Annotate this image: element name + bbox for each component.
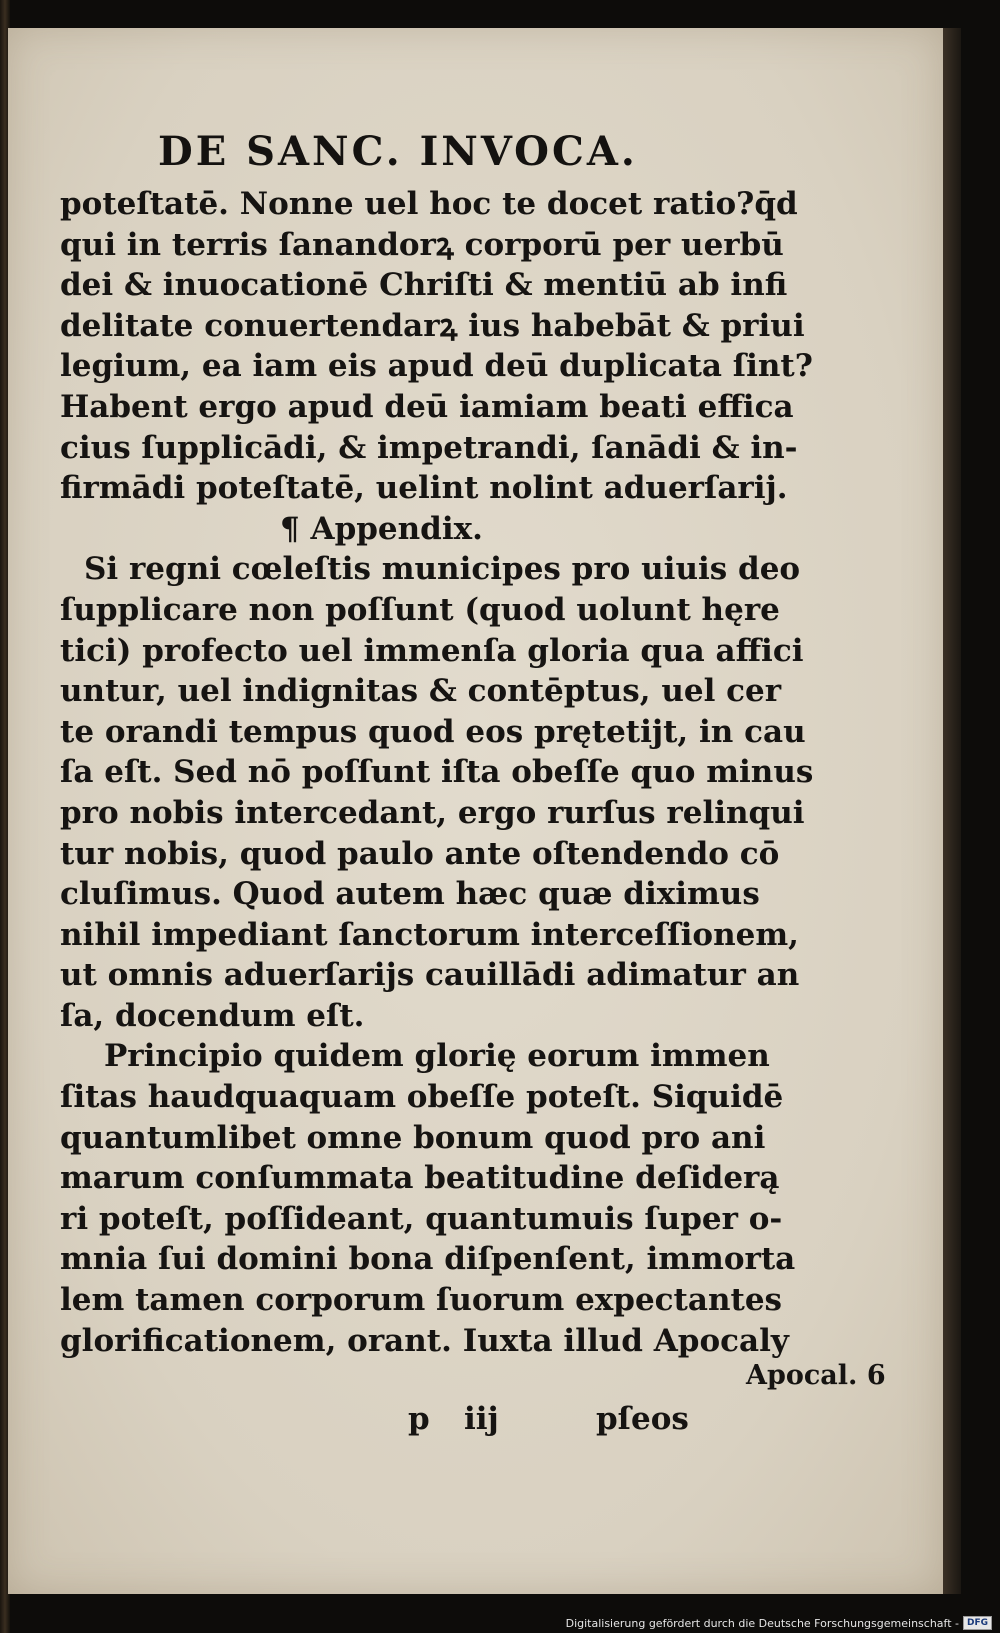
running-head: DE SANC. INVOCA. xyxy=(158,128,638,175)
text-line: delitate conuertendarꝝ ius habebāt & priui xyxy=(60,307,805,344)
body-text xyxy=(60,184,814,1361)
text-line: untur, uel indignitas & contēptus, uel cer xyxy=(60,673,782,710)
text-line: lem tamen corporum ſuorum expectantes xyxy=(60,1282,782,1319)
text-line: te orandi tempus quod eos prętetijt, in cau xyxy=(60,713,806,750)
text-line: ſupplicare non poſſunt (quod uolunt hęre xyxy=(60,591,780,628)
text-line: nihil impediant ſanctorum interceſſionem, xyxy=(60,916,799,953)
text-line: Habent ergo apud deū iamiam beati effica xyxy=(60,388,794,425)
text-line: poteſtatē. Nonne uel hoc te docet ratio?q̄d xyxy=(60,186,798,222)
text-line: ſa eſt. Sed nō poſſunt iſta obeſſe quo minus xyxy=(60,754,814,791)
text-line: tur nobis, quod paulo ante oſtendendo cō xyxy=(60,835,780,872)
text-line: marum conſummata beatitudine deſiderą xyxy=(60,1160,780,1197)
text-line: qui in terris ſanandorꝝ corporū per uerbū xyxy=(60,226,784,263)
text-line: glorificationem, orant. Iuxta illud Apocaly xyxy=(60,1322,789,1359)
signature-mark: p xyxy=(408,1401,430,1437)
book-page xyxy=(8,28,946,1594)
text-line: ſitas haudquaquam obeſſe poteſt. Siquidē xyxy=(60,1079,784,1116)
text-line: Principio quidem glorię eorum immen xyxy=(104,1038,770,1075)
text-line: firmādi poteſtatē, uelint nolint aduerſarij. xyxy=(60,470,788,507)
text-line: cius ſupplicādi, & impetrandi, ſanādi & in- xyxy=(60,429,798,466)
text-line: ¶ Appendix. xyxy=(280,510,483,547)
margin-note: Apocal. 6 xyxy=(746,1360,886,1391)
text-line: legium, ea iam eis apud deū duplicata ſint? xyxy=(60,348,813,385)
footer-credit xyxy=(566,1616,992,1630)
text-line: quantumlibet omne bonum quod pro ani xyxy=(60,1119,766,1156)
text-line: mnia ſui domini bona diſpenſent, immorta xyxy=(60,1241,796,1278)
text-line: ut omnis aduerſarijs cauillādi adimatur an xyxy=(60,957,800,994)
page-edge xyxy=(943,28,961,1594)
footer-credit-text: Digitalisierung gefördert durch die Deutsche Forschungsgemeinschaft - xyxy=(565,1616,959,1630)
text-line: tici) profecto uel immenſa gloria qua affici xyxy=(60,632,804,669)
catchword: pſeos xyxy=(596,1401,689,1437)
text-line: ri poteſt, poſſideant, quantumuis ſuper o- xyxy=(60,1200,783,1237)
signature-number: iij xyxy=(464,1401,499,1437)
text-line: Si regni cœleſtis municipes pro uiuis deo xyxy=(84,551,801,588)
text-line: cluſimus. Quod autem hæc quæ diximus xyxy=(60,876,760,913)
dfg-logo: DFG xyxy=(963,1616,992,1630)
text-line: ſa, docendum eſt. xyxy=(60,997,365,1034)
text-line: pro nobis intercedant, ergo rurſus relinqui xyxy=(60,794,805,831)
text-line: dei & inuocationē Chriſti & mentiū ab infi xyxy=(60,267,788,304)
